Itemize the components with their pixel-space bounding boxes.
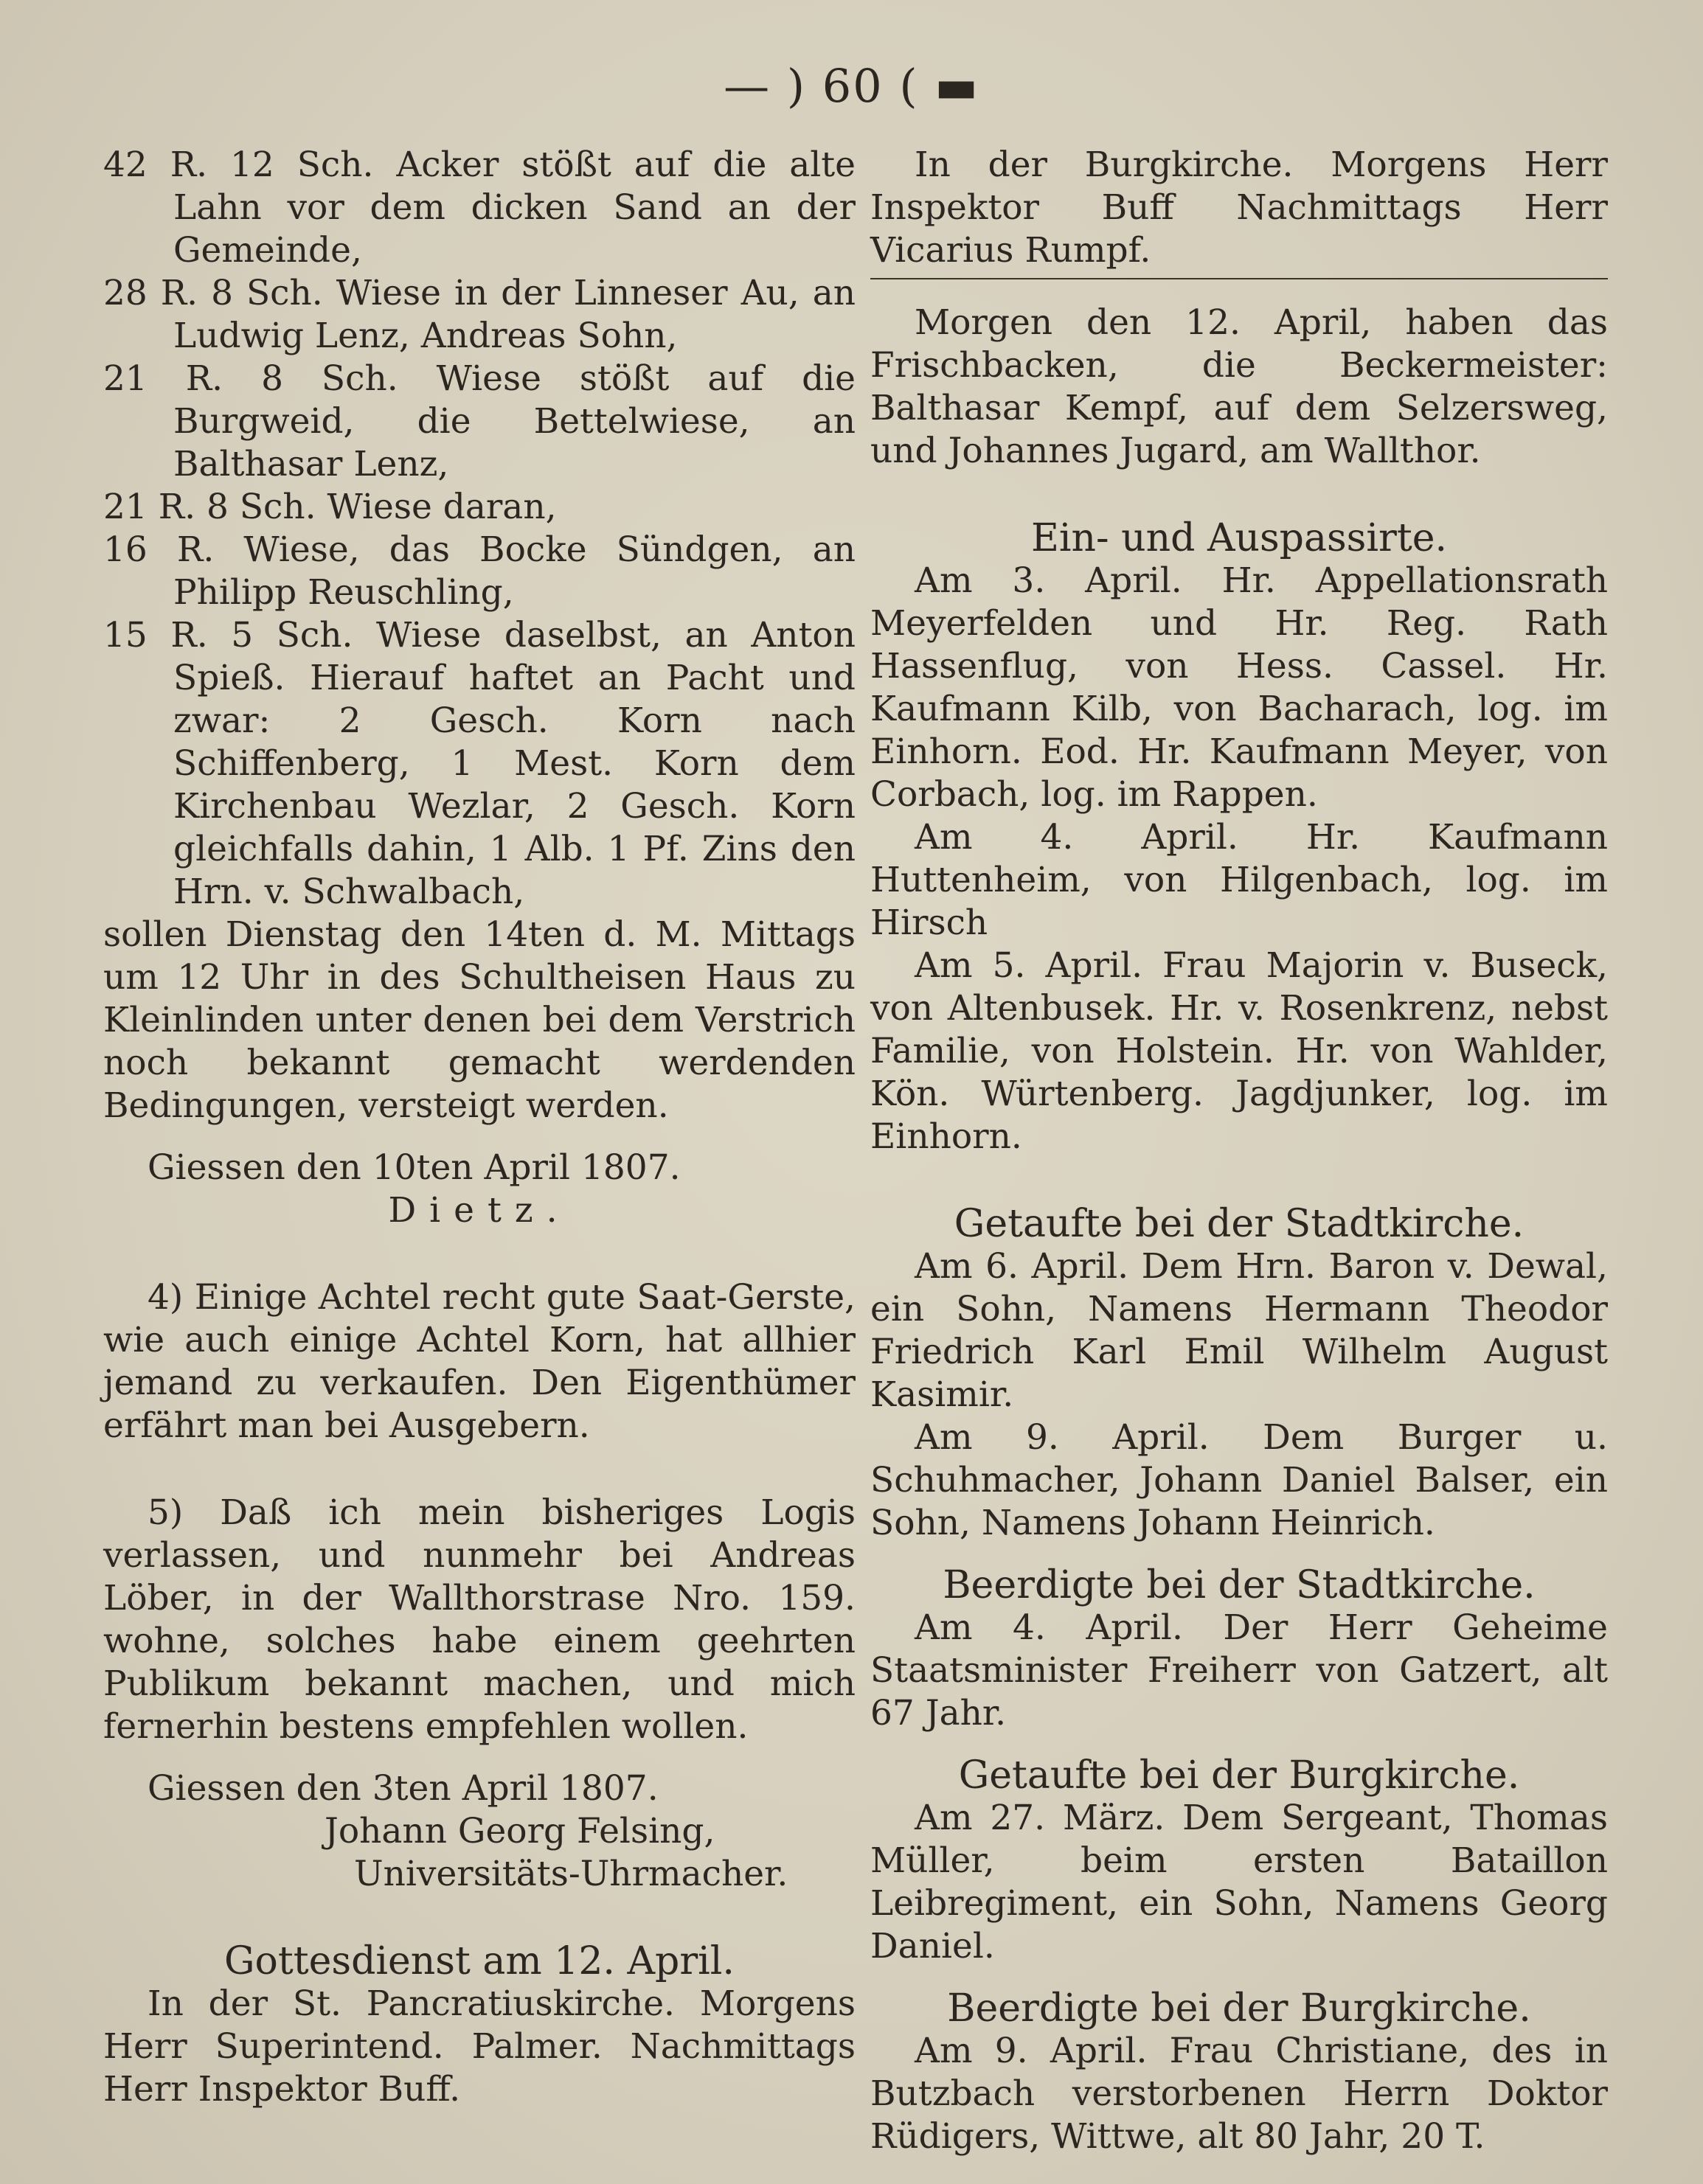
service-pancratius: In der St. Pancratiuskirche. Morgens Herr Superintend. Palmer. Nachmittags Herr Inspektor Buff. <box>103 1983 856 2110</box>
notice-5-name: Johann Georg Felsing, <box>325 1811 715 1851</box>
travel-heading: Ein- und Auspassirte. <box>1030 516 1448 560</box>
travel-entry: Am 4. April. Hr. Kaufmann Huttenheim, von Hilgenbach, log. im Hirsch <box>870 817 1608 943</box>
travel-entry: Am 3. April. Hr. Appellationsrath Meyerfelden und Hr. Reg. Rath Hassenflug, von Hess. Cassel. Hr. Kaufmann Kilb, von Bacharach, log. im Einhorn. Eod. Hr. Kaufmann Meyer, von Corbach, log. im Rappen. <box>870 560 1608 815</box>
service-heading: Gottesdienst am 12. April. <box>224 1939 735 1983</box>
baptism-entry: Am 6. April. Dem Hrn. Baron v. Dewal, ein Sohn, Namens Hermann Theodor Friedrich Karl Emil Wilhelm August Kasimir. <box>870 1246 1608 1415</box>
notice-5-title: Universitäts-Uhrmacher. <box>354 1854 788 1894</box>
left-column <box>103 144 856 2111</box>
burial-entry: Am 9. April. Frau Christiane, des in Butzbach verstorbenen Herrn Doktor Rüdigers, Wittwe, alt 80 Jahr, 20 T. <box>870 2031 1608 2157</box>
baptism-burg-heading: Getaufte bei der Burgkirche. <box>958 1753 1520 1798</box>
right-column <box>870 144 1608 2158</box>
property-entry: 21 R. 8 Sch. Wiese stößt auf die Burgweid, die Bettelwiese, an Balthasar Lenz, <box>103 358 856 484</box>
property-entry: 21 R. 8 Sch. Wiese daran, <box>103 487 557 527</box>
burial-stadt-heading: Beerdigte bei der Stadtkirche. <box>943 1563 1536 1607</box>
baptism-entry: Am 9. April. Dem Burger u. Schuhmacher, Johann Daniel Balser, ein Sohn, Namens Johann Heinrich. <box>870 1417 1608 1543</box>
page-number: — ) 60 ( ▬ <box>724 59 979 113</box>
property-entry: 15 R. 5 Sch. Wiese daselbst, an Anton Spieß. Hierauf haftet an Pacht und zwar: 2 Gesch. Korn nach Schiffenberg, 1 Mest. Korn dem Kirchenbau Wezlar, 2 Gesch. Korn gleichfalls dahin, 1 Alb. 1 Pf. Zins den Hrn. v. Schwalbach, <box>103 615 856 912</box>
notice-5-date: Giessen den 3ten April 1807. <box>148 1768 659 1809</box>
auction-signature: Dietz. <box>388 1190 571 1231</box>
property-entry: 28 R. 8 Sch. Wiese in der Linneser Au, an Ludwig Lenz, Andreas Sohn, <box>103 273 856 356</box>
property-entry: 16 R. Wiese, das Bocke Sündgen, an Philipp Reuschling, <box>103 529 856 613</box>
notice-5: 5) Daß ich mein bisheriges Logis verlassen, und nunmehr bei Andreas Löber, in der Wallthorstrase Nro. 159. wohne, solches habe einem geehrten Publikum bekannt machen, und mich fernerhin bestens empfehlen wollen. <box>103 1492 856 1747</box>
service-burgkirche: In der Burgkirche. Morgens Herr Inspektor Buff Nachmittags Herr Vicarius Rumpf. <box>870 145 1608 271</box>
burial-entry: Am 4. April. Der Herr Geheime Staatsminister Freiherr von Gatzert, alt 67 Jahr. <box>870 1607 1608 1733</box>
baptism-entry: Am 27. März. Dem Sergeant, Thomas Müller, beim ersten Bataillon Leibregiment, ein Sohn, Namens Georg Daniel. <box>870 1798 1608 1966</box>
auction-text: sollen Dienstag den 14ten d. M. Mittags um 12 Uhr in des Schultheisen Haus zu Kleinlinden unter denen bei dem Verstrich noch bekannt gemacht werdenden Bedingungen, versteigt werden. <box>103 914 856 1126</box>
burial-burg-heading: Beerdigte bei der Burgkirche. <box>947 1986 1531 2031</box>
baking-notice: Morgen den 12. April, haben das Frischbacken, die Beckermeister: Balthasar Kempf, auf dem Selzersweg, und Johannes Jugard, am Wallthor. <box>870 302 1608 471</box>
property-entry: 42 R. 12 Sch. Acker stößt auf die alte Lahn vor dem dicken Sand an der Gemeinde, <box>103 145 856 271</box>
travel-entry: Am 5. April. Frau Majorin v. Buseck, von Altenbusek. Hr. v. Rosenkrenz, nebst Familie, von Holstein. Hr. von Wahlder, Kön. Würtenberg. Jagdjunker, log. im Einhorn. <box>870 945 1608 1157</box>
baptism-stadt-heading: Getaufte bei der Stadtkirche. <box>954 1202 1525 1246</box>
separator-rule <box>870 278 1608 279</box>
auction-date: Giessen den 10ten April 1807. <box>148 1147 681 1188</box>
notice-4: 4) Einige Achtel recht gute Saat-Gerste, wie auch einige Achtel Korn, hat allhier jemand zu verkaufen. Den Eigenthümer erfährt man bei Ausgebern. <box>103 1277 856 1446</box>
